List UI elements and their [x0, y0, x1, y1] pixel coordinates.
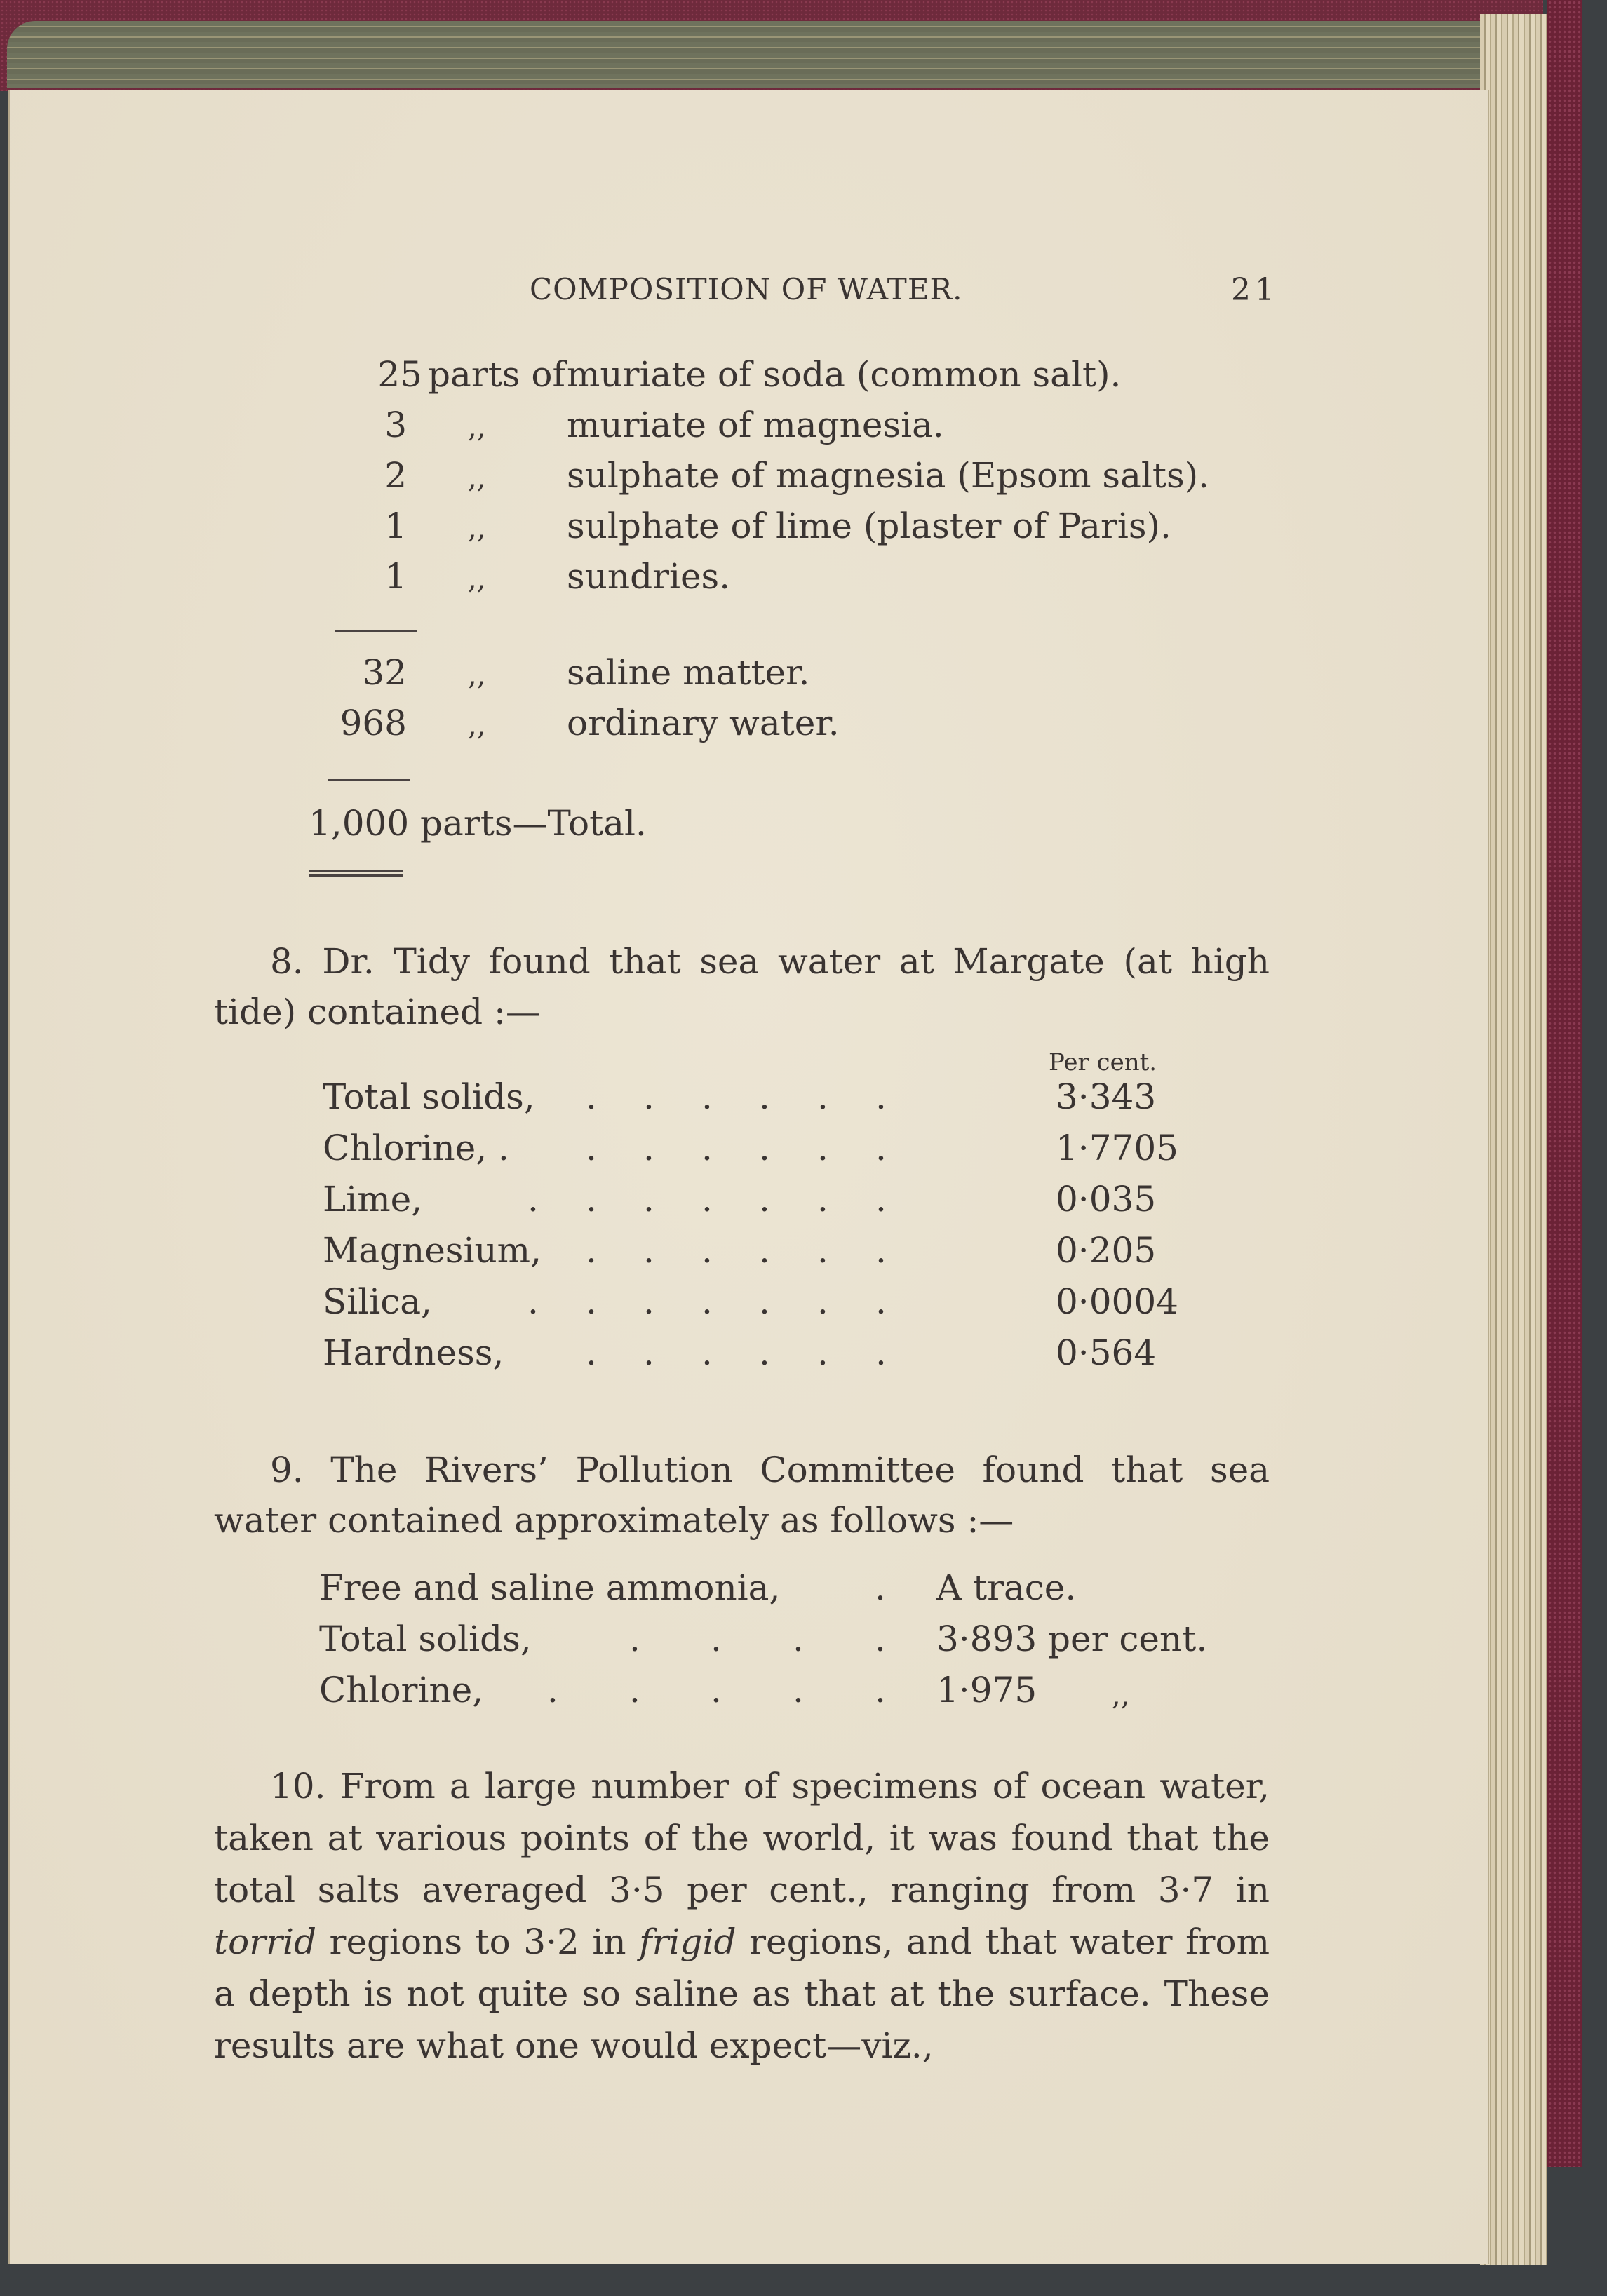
total-double-rule: [309, 870, 403, 872]
table-row: Chlorine, . . . . . 1·975 ,,: [319, 1670, 1130, 1712]
table-row: Total solids, . . . . . . 3·343: [323, 1076, 1157, 1117]
per-cent-header: Per cent.: [1049, 1048, 1157, 1076]
table-row: Free and saline ammonia, . A trace.: [319, 1567, 1077, 1608]
sum-rule: [335, 630, 417, 632]
running-head: COMPOSITION OF WATER.: [530, 272, 963, 306]
page-edges-top: [7, 21, 1508, 88]
emphasis-torrid: torrid: [214, 1922, 316, 1962]
emphasis-frigid: frigid: [639, 1922, 737, 1962]
page-edges-right: [1480, 14, 1547, 2265]
table-row: Lime, . . . . . . . 0·035: [323, 1179, 1157, 1220]
paragraph-8: 8. Dr. Tidy found that sea water at Margate (at high tide) contained :—: [214, 941, 1270, 1032]
total-row: 1,000 parts—Total.: [309, 803, 647, 844]
paragraph-9: 9. The Rivers’ Pollution Committee found that sea water contained approximately as follows :—: [214, 1450, 1270, 1541]
table-row: Magnesium, . . . . . . 0·205: [323, 1230, 1157, 1271]
table-row: Hardness, . . . . . . 0·564: [323, 1332, 1157, 1373]
table-row: Total solids, . . . . 3·893 per cent.: [319, 1619, 1208, 1659]
book-cover-right: [1547, 0, 1582, 2167]
paragraph-10: 10. From a large number of specimens of ocean water, taken at various points of the world, it was found that the total salts averaged 3·5 per cent., ranging from 3·7 in torrid regions to 3·2 in frigid regions, and that water from a depth is not quite so saline as that at the surface. These results are what one would expect—viz.,: [214, 1766, 1270, 2066]
gutter-line: [8, 90, 10, 2264]
total-double-rule: [309, 874, 403, 877]
table-row: Silica, . . . . . . . 0·0004: [323, 1281, 1178, 1322]
table-row: Chlorine, . . . . . . . 1·7705: [323, 1128, 1178, 1168]
sum-rule: [328, 779, 410, 781]
page-number: 21: [1231, 272, 1279, 308]
